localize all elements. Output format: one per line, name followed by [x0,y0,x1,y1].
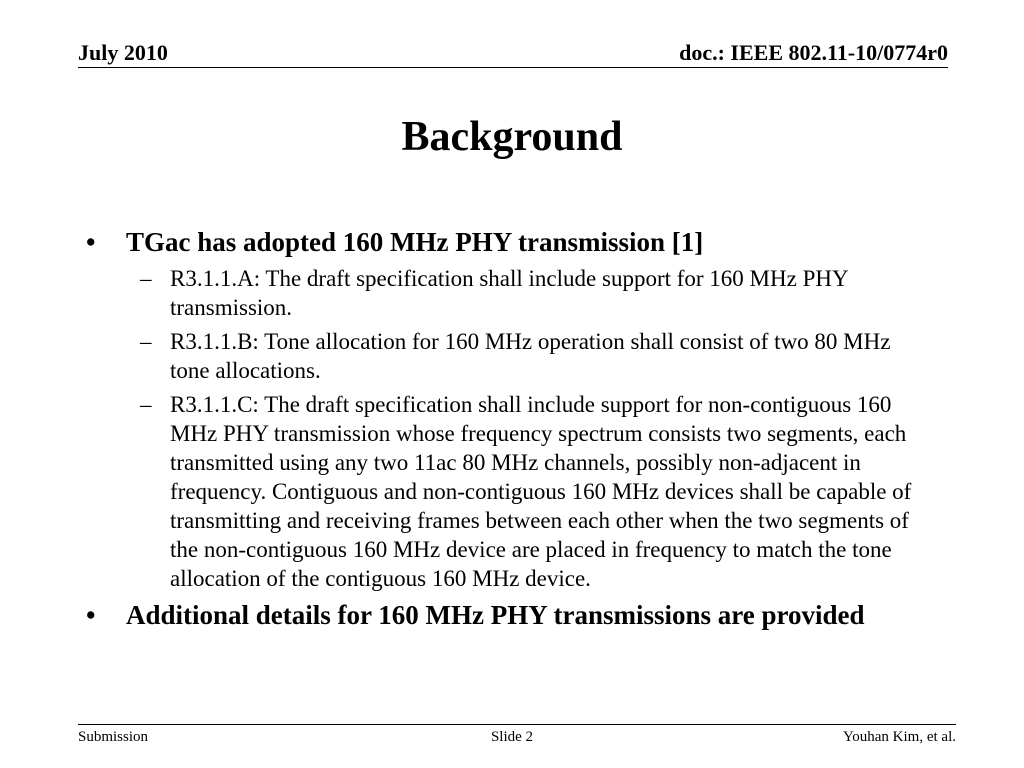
header-divider [78,67,948,68]
bullet-item [84,598,944,632]
bullet-marker: • [86,227,96,257]
sub-bullet-marker: – [140,329,152,354]
sub-bullet-item [84,327,930,385]
slide-title: Background [401,114,623,160]
sub-bullet-text: R3.1.1.B: Tone allocation for 160 MHz operation shall consist of two 80 MHz tone allocations. [170,329,891,383]
sub-bullet-marker: – [140,392,152,417]
sub-bullet-marker: – [140,266,152,291]
sub-bullet-text: R3.1.1.C: The draft specification shall include support for non-contiguous 160 MHz PHY transmission whose frequency spectrum consists two segments, each transmitted using any two 11ac 80 MHz channels, possibly non-adjacent in frequency. Contiguous and non-contiguous 160 MHz devices shall be capable of transmitting and receiving frames between each other when the two segments of the non-contiguous 160 MHz device are placed in frequency to match the tone allocation of the contiguous 160 MHz device. [170,392,912,591]
footer-divider [78,724,956,725]
header-doc-id: doc.: IEEE 802.11-10/0774r0 [679,40,948,65]
sub-bullet-item [84,390,930,593]
bullet-text: TGac has adopted 160 MHz PHY transmission [1] [126,227,704,257]
header-date: July 2010 [78,40,168,65]
bullet-marker: • [86,600,96,630]
sub-bullet-item [84,264,930,322]
bullet-text: Additional details for 160 MHz PHY transmissions are provided [126,600,865,630]
footer-slide-number: Slide 2 [490,729,534,745]
slide-body [84,225,944,636]
sub-bullet-list [84,264,944,593]
footer-submission: Submission [78,729,149,745]
footer-author: Youhan Kim, et al. [842,729,956,745]
sub-bullet-text: R3.1.1.A: The draft specification shall include support for 160 MHz PHY transmission. [170,266,848,320]
bullet-item [84,225,944,259]
